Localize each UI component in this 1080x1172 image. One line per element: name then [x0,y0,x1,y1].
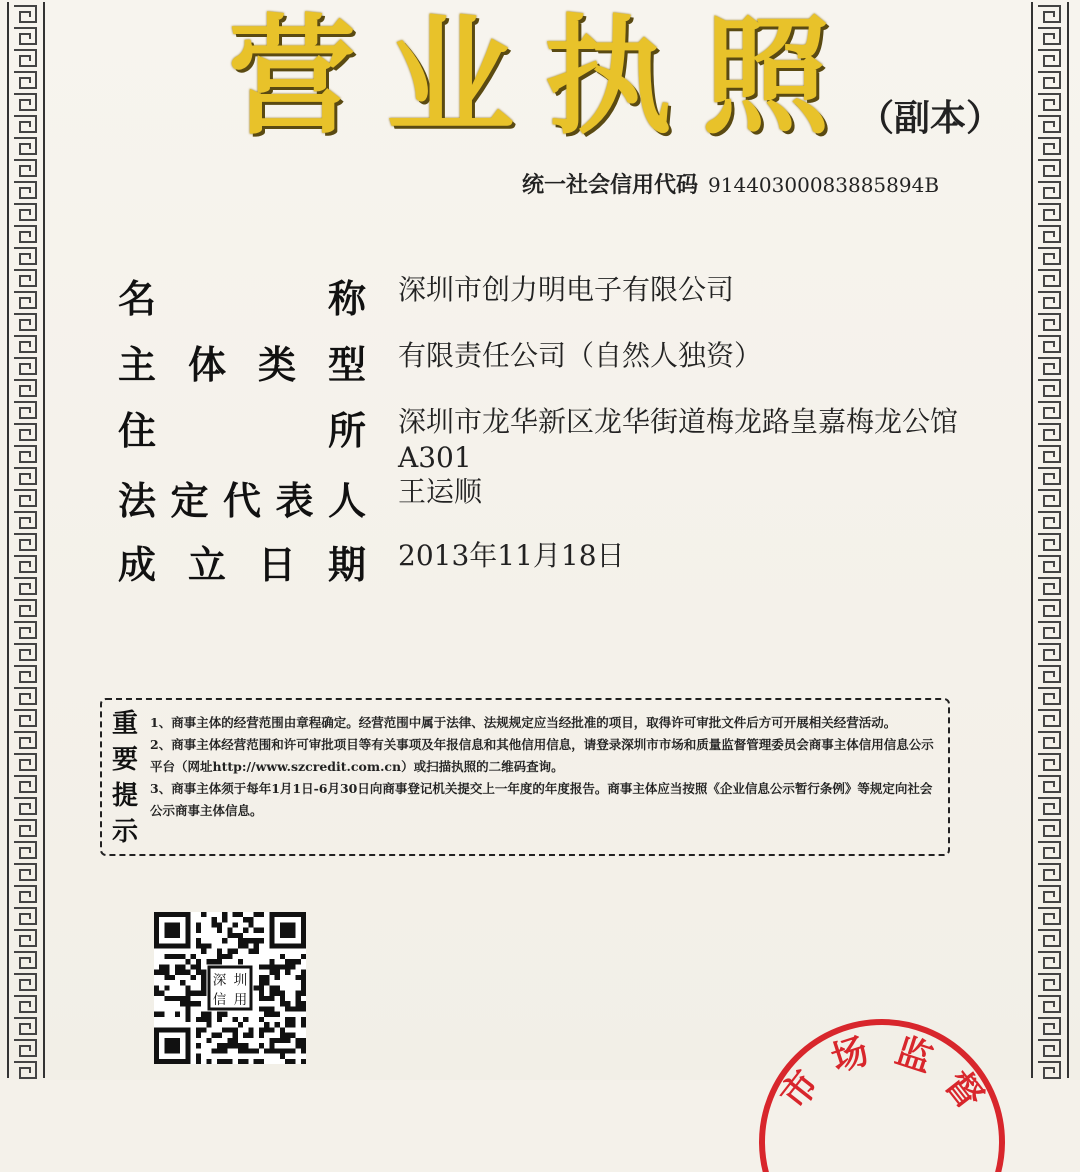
notice-label-char: 提 [111,781,138,811]
field-label-char: 立 [187,543,226,587]
field-label-char: 主 [118,343,157,387]
field-label [118,334,366,389]
field-value: 王运顺 [398,475,483,508]
field-label-char: 型 [327,343,366,387]
notice-label-char: 要 [111,745,138,775]
field-label-char: 代 [222,479,261,523]
credit-code-label: 统一社会信用代码 [522,173,699,198]
field-label-char: 法 [118,479,157,523]
field-value: 深圳市创力明电子有限公司 [398,273,735,306]
field-label-char: 期 [327,543,366,587]
notice-label-char: 示 [111,817,138,847]
right-decorative-border [1030,0,1070,1080]
qr-center-char: 用 [233,992,248,1009]
field-value: 有限责任公司（自然人独资） [398,339,763,372]
field-label [118,400,366,455]
field-label-char: 日 [257,543,296,587]
notice-item: 2、商事主体经营范围和许可审批项目等有关事项及年报信息和其他信用信息，请登录深圳市市场和质量监督管理委员会商事主体信用信息公示平台（网址http://www.szcredit.com.cn）或扫描执照的二维码查询。 [150,737,934,774]
qr-center-char: 信 [212,992,227,1009]
important-notice-box [100,698,950,856]
field-label [118,268,366,323]
notice-label [110,706,140,850]
field-label-char: 体 [187,343,226,387]
license-subtitle: （副本） [858,98,1003,139]
field-value: 2013年11月18日 [398,539,625,572]
seal-char: 监 [890,1030,938,1081]
notice-item: 3、商事主体须于每年1月1日-6月30日向商事登记机关提交上一年度的年度报告。商事主体应当按照《企业信息公示暂行条例》等规定向社会公示商事主体信息。 [150,781,933,818]
official-seal [752,1012,1012,1172]
field-label-char: 类 [257,343,296,387]
field-label-char: 定 [170,479,209,523]
qr-center-char: 深 [212,972,227,989]
field-label [118,534,366,589]
field-label-char: 名 [118,277,157,321]
field-label-char: 表 [275,479,314,523]
seal-char: 市 [773,1063,828,1118]
notice-item: 1、商事主体的经营范围由章程确定。经营范围中属于法律、法规规定应当经批准的项目，取得许可审批文件后方可开展相关经营活动。 [150,715,897,730]
left-decorative-border [6,0,46,1080]
qr-center-char: 圳 [233,972,248,989]
field-label-char: 成 [118,543,157,587]
field-label-char: 所 [327,409,366,453]
field-label-char: 住 [118,409,157,453]
license-title: 营业执照 [228,3,861,152]
credit-code-row [522,168,939,199]
seal-char: 督 [936,1063,991,1118]
field-label-char: 称 [327,277,366,321]
notice-items [150,712,940,822]
notice-label-char: 重 [111,709,138,739]
seal-char: 场 [826,1030,874,1081]
credit-code-value: 91440300083885894B [708,173,940,197]
qr-code[interactable] [154,912,306,1064]
field-value: 深圳市龙华新区龙华街道梅龙路皇嘉梅龙公馆A301 [398,405,959,474]
field-label-char: 人 [327,479,366,523]
field-label [118,470,366,525]
